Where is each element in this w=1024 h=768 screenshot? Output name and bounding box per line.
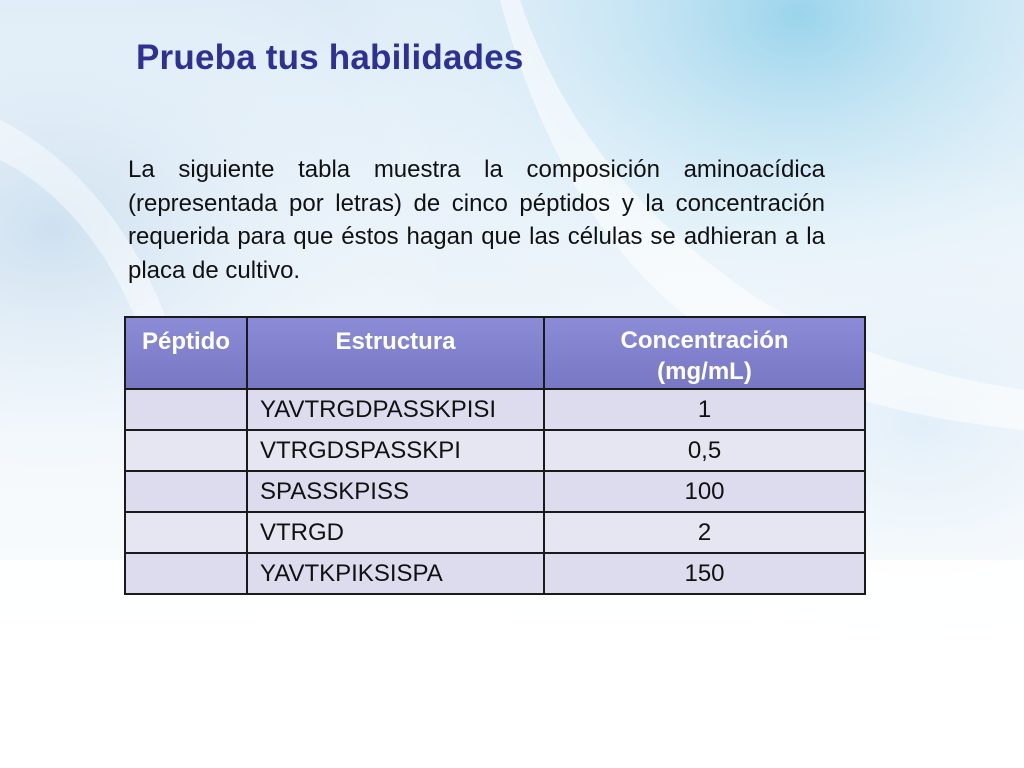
peptide-table: [124, 316, 866, 595]
cell-peptide: [125, 553, 247, 594]
cell-concentration: 2: [544, 512, 865, 553]
table-header-row: [125, 317, 865, 389]
cell-structure: VTRGD: [247, 512, 544, 553]
cell-peptide: [125, 430, 247, 471]
header-peptide: Péptido: [125, 317, 247, 389]
cell-peptide: [125, 389, 247, 430]
cell-concentration: 150: [544, 553, 865, 594]
cell-structure: VTRGDSPASSKPI: [247, 430, 544, 471]
header-concentration-label: Concentración (mg/mL): [620, 327, 789, 385]
slide-title: Prueba tus habilidades: [136, 38, 524, 77]
header-structure: Estructura: [247, 317, 544, 389]
cell-structure: YAVTKPIKSISPA: [247, 553, 544, 594]
cell-peptide: [125, 512, 247, 553]
cell-structure: SPASSKPISS: [247, 471, 544, 512]
cell-structure: YAVTRGDPASSKPISI: [247, 389, 544, 430]
table-row: [125, 430, 865, 471]
table-row: [125, 512, 865, 553]
table-row: [125, 471, 865, 512]
header-concentration: [544, 317, 865, 389]
cell-concentration: 100: [544, 471, 865, 512]
table-row: [125, 553, 865, 594]
intro-paragraph: La siguiente tabla muestra la composición aminoacídica (representada por letras) de cinco péptidos y la concentración requerida para que éstos hagan que las células se adhieran a la placa de cultivo.: [128, 156, 825, 284]
table-row: [125, 389, 865, 430]
cell-peptide: [125, 471, 247, 512]
cell-concentration: 0,5: [544, 430, 865, 471]
cell-concentration: 1: [544, 389, 865, 430]
